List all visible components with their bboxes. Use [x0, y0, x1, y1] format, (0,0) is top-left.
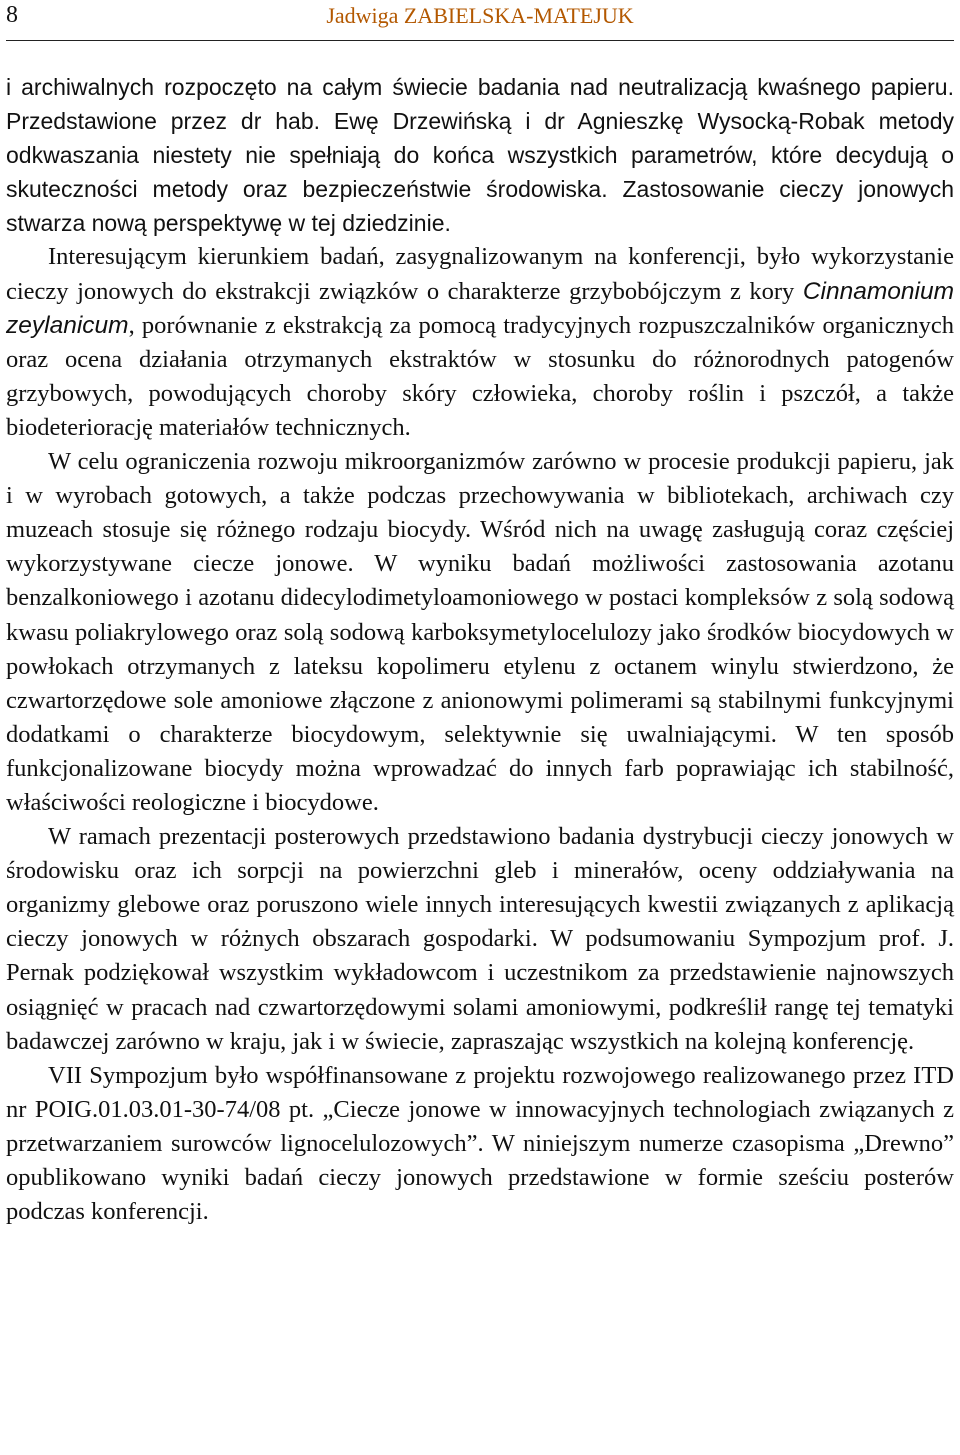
paragraph-2-text-a: Interesującym kierunkiem badań, zasygnalizowanym na konferencji, było wykorzystanie cieczy jonowych do ekstrakcji związków o charakterze grzybobójczym z kory: [6, 243, 954, 305]
paragraph-3: W celu ograniczenia rozwoju mikroorganizmów zarówno w procesie produkcji papieru, jak i w wyrobach gotowych, a także podczas przechowywania w bibliotekach, archiwach czy muzeach stosuje się różnego rodzaju biocydy. Wśród nich na uwagę zasługują coraz częściej wykorzystywane ciecze jonowe. W wyniku badań możliwości zastosowania azotanu benzalkoniowego i azotanu didecylodimetyloamoniowego w postaci kompleksów z solą sodową kwasu poliakrylowego oraz solą sodową karboksymetylocelulozy jako środków biocydowych w powłokach otrzymanych z lateksu kopolimeru etylenu z octanem winylu stwierdzono, że czwartorzędowe sole amoniowe złączone z anionowymi polimerami są stabilnymi funkcyjnymi dodatkami o charakterze biocydowym, selektywnie się uwalniającymi. W ten sposób funkcjonalizowane biocydy można wprowadzać do innych farb poprawiając ich stabilność, właściwości reologiczne i biocydowe.: [6, 448, 954, 816]
running-header: [6, 0, 954, 41]
paragraph-4: W ramach prezentacji posterowych przedstawiono badania dystrybucji cieczy jonowych w środowisku oraz ich sorpcji na powierzchni gleb i minerałów, oceny oddziaływania na organizmy glebowe oraz poruszono wiele innych interesujących kwestii związanych z aplikacją cieczy jonowych w różnych obszarach gospodarki. W podsumowaniu Sympozjum prof. J. Pernak podziękował wszystkim wykładowcom i uczestnikom za przedstawienie najnowszych osiągnięć w pracach nad czwartorzędowymi solami amoniowymi, podkreślił rangę tej tematyki badawczej zarówno w kraju, jak i w świecie, zapraszając wszystkich na kolejną konferencję.: [6, 823, 954, 1055]
paragraph-1: [6, 70, 954, 240]
paragraph-2: [6, 240, 954, 445]
page-number: 8: [6, 2, 18, 28]
body-text: [6, 70, 954, 1229]
paragraph-1-text: i archiwalnych rozpoczęto na całym świecie badania nad neutralizacją kwaśnego papieru. Przedstawione przez dr hab. Ewę Drzewińską i dr Agnieszkę Wysocką-Robak metody odkwaszania niestety nie spełniają do końca wszystkich parametrów, które decydują o skuteczności metody oraz bezpieczeństwie środowiska. Zastosowanie cieczy jonowych stwarza nową perspektywę w tej dziedzinie.: [6, 74, 954, 237]
header-author: Jadwiga ZABIELSKA-MATEJUK: [326, 3, 634, 28]
paragraph-2-text-b: , porównanie z ekstrakcją za pomocą tradycyjnych rozpuszczalników organicznych oraz ocena działania otrzymanych ekstraktów w stosunku do różnorodnych patogenów grzybowych, powodujących choroby skóry człowieka, choroby roślin i pszczół, a także biodeteriorację materiałów technicznych.: [6, 311, 954, 441]
species-name: Cinnamonium zeylanicum: [6, 277, 954, 339]
paragraph-5: VII Sympozjum było współfinansowane z projektu rozwojowego realizowanego przez ITD nr POIG.01.03.01-30-74/08 pt. „Ciecze jonowe w innowacyjnych technologiach związanych z przetwarzaniem surowców lignocelulozowych”. W niniejszym numerze czasopisma „Drewno” opublikowano wyniki badań cieczy jonowych przedstawione w formie sześciu posterów podczas konferencji.: [6, 1061, 954, 1226]
